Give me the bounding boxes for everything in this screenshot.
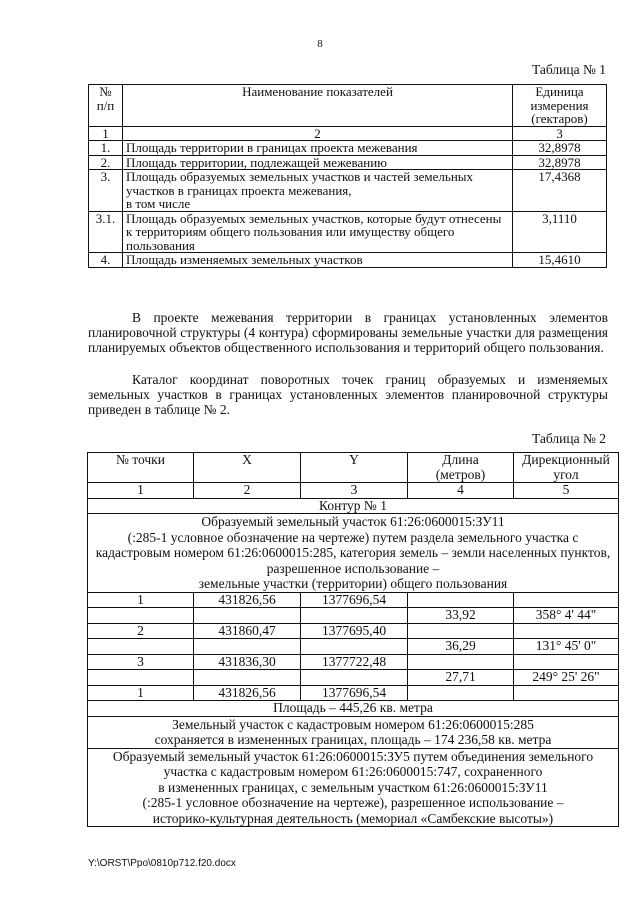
point-x [194, 670, 301, 686]
row-value: 32,8978 [513, 155, 607, 170]
table1-header-unit: Единица измерения (гектаров) [513, 85, 607, 127]
segment-angle: 358° 4' 44" [514, 608, 619, 624]
table2 [87, 452, 619, 827]
row-name: Площадь образуемых земельных участков, которые будут отнесены к территориям общего пользования или имуществу общего пользования [123, 211, 513, 253]
row-value: 15,4610 [513, 253, 607, 268]
segment-row [88, 608, 619, 624]
row-name: Площадь территории в границах проекта межевания [123, 141, 513, 156]
segment-angle: 131° 45' 0" [514, 639, 619, 655]
table1-colnum-row [89, 126, 607, 141]
table-row [89, 211, 607, 253]
segment-angle: 249° 25' 26" [514, 670, 619, 686]
row-value: 32,8978 [513, 141, 607, 156]
point-row [88, 654, 619, 670]
row-name: Площадь образуемых земельных участков и частей земельных участков в границах проекта межевания, в том числе [123, 170, 513, 212]
table1-header-row [89, 85, 607, 127]
segment-length [408, 654, 514, 670]
point-number: 2 [88, 623, 194, 639]
table2-colnum: 1 [88, 483, 194, 499]
segment-row [88, 639, 619, 655]
table1-header-num: № п/п [89, 85, 123, 127]
point-y [301, 608, 408, 624]
table2-header-angle: Дирекционный угол [514, 453, 619, 483]
point-number [88, 670, 194, 686]
table1-colnum: 3 [513, 126, 607, 141]
point-y: 1377696,54 [301, 592, 408, 608]
paragraph-text: Каталог координат поворотных точек границ образуемых и изменяемых земельных участков в границах установленных элементов планировочной структуры приведен в таблице № 2. [88, 372, 608, 417]
parcel2-description: Образуемый земельный участок 61:26:0600015:ЗУ5 путем объединения земельного участка с кадастровым номером 61:26:0600015:747, сохраненного в измененных границах, с земельным участком 61:26:0600015:ЗУ11 (:285-1 условное обозначение на чертеже), разрешенное использование – историко-культурная деятельность (мемориал «Самбекские высоты») [88, 748, 619, 827]
contour-title: Контур № 1 [88, 498, 619, 514]
segment-angle [514, 654, 619, 670]
row-num: 4. [89, 253, 123, 268]
parcel-desc-row [88, 514, 619, 593]
point-number: 1 [88, 592, 194, 608]
parcel1-description: Образуемый земельный участок 61:26:0600015:ЗУ11 (:285-1 условное обозначение на чертеже) путем раздела земельного участка с кадастровым номером 61:26:0600015:285, категория земель – земли населенных пунктов, разрешенное использование – земельные участки (территории) общего пользования [88, 514, 619, 593]
segment-length [408, 623, 514, 639]
parcel-desc-row [88, 748, 619, 827]
table1-caption: Таблица № 1 [532, 62, 606, 77]
table1-colnum: 2 [123, 126, 513, 141]
segment-length: 36,29 [408, 639, 514, 655]
table2-caption: Таблица № 2 [532, 431, 606, 446]
point-x [194, 608, 301, 624]
page-number: 8 [317, 38, 323, 50]
paragraph-text: В проекте межевания территории в границах установленных элементов планировочной структуры (4 контура) сформированы земельные участки для размещения планируемых объектов общественного использования и территорий общего пользования. [88, 310, 608, 355]
point-x: 431836,30 [194, 654, 301, 670]
point-number: 3 [88, 654, 194, 670]
point-x: 431826,56 [194, 592, 301, 608]
area-row [88, 701, 619, 717]
table-row [89, 141, 607, 156]
kept-parcel-description: Земельный участок с кадастровым номером 61:26:0600015:285 сохраняется в измененных границах, площадь – 174 236,58 кв. метра [88, 716, 619, 748]
kept-desc-row [88, 716, 619, 748]
point-number [88, 639, 194, 655]
point-y [301, 639, 408, 655]
row-num: 3. [89, 170, 123, 212]
row-num: 1. [89, 141, 123, 156]
table2-header-length: Длина (метров) [408, 453, 514, 483]
row-value: 3,1110 [513, 211, 607, 253]
segment-length: 27,71 [408, 670, 514, 686]
row-name: Площадь территории, подлежащей межеванию [123, 155, 513, 170]
table1-colnum: 1 [89, 126, 123, 141]
table2-colnum: 2 [194, 483, 301, 499]
table-row [89, 253, 607, 268]
point-x: 431826,56 [194, 685, 301, 701]
point-y [301, 670, 408, 686]
table2-colnum-row [88, 483, 619, 499]
table2-colnum: 3 [301, 483, 408, 499]
segment-angle [514, 592, 619, 608]
point-number [88, 608, 194, 624]
table2-colnum: 5 [514, 483, 619, 499]
segment-angle [514, 623, 619, 639]
point-y: 1377722,48 [301, 654, 408, 670]
contour-row [88, 498, 619, 514]
paragraph [88, 372, 608, 417]
table1-header-name: Наименование показателей [123, 85, 513, 127]
table1 [88, 84, 607, 268]
paragraph [88, 310, 608, 355]
table2-header-point: № точки [88, 453, 194, 483]
point-number: 1 [88, 685, 194, 701]
table-row [89, 155, 607, 170]
table2-colnum: 4 [408, 483, 514, 499]
table-row [89, 170, 607, 212]
point-row [88, 592, 619, 608]
table2-header-row [88, 453, 619, 483]
file-path-footer: Y:\ORST\Ppo\0810p712.f20.docx [88, 858, 236, 869]
row-num: 2. [89, 155, 123, 170]
point-row [88, 623, 619, 639]
segment-length: 33,92 [408, 608, 514, 624]
area-value: Площадь – 445,26 кв. метра [88, 701, 619, 717]
table2-header-x: X [194, 453, 301, 483]
segment-row [88, 670, 619, 686]
point-row [88, 685, 619, 701]
row-value: 17,4368 [513, 170, 607, 212]
segment-angle [514, 685, 619, 701]
row-num: 3.1. [89, 211, 123, 253]
point-x [194, 639, 301, 655]
table2-header-y: Y [301, 453, 408, 483]
point-x: 431860,47 [194, 623, 301, 639]
segment-length [408, 592, 514, 608]
segment-length [408, 685, 514, 701]
point-y: 1377696,54 [301, 685, 408, 701]
point-y: 1377695,40 [301, 623, 408, 639]
row-name: Площадь изменяемых земельных участков [123, 253, 513, 268]
